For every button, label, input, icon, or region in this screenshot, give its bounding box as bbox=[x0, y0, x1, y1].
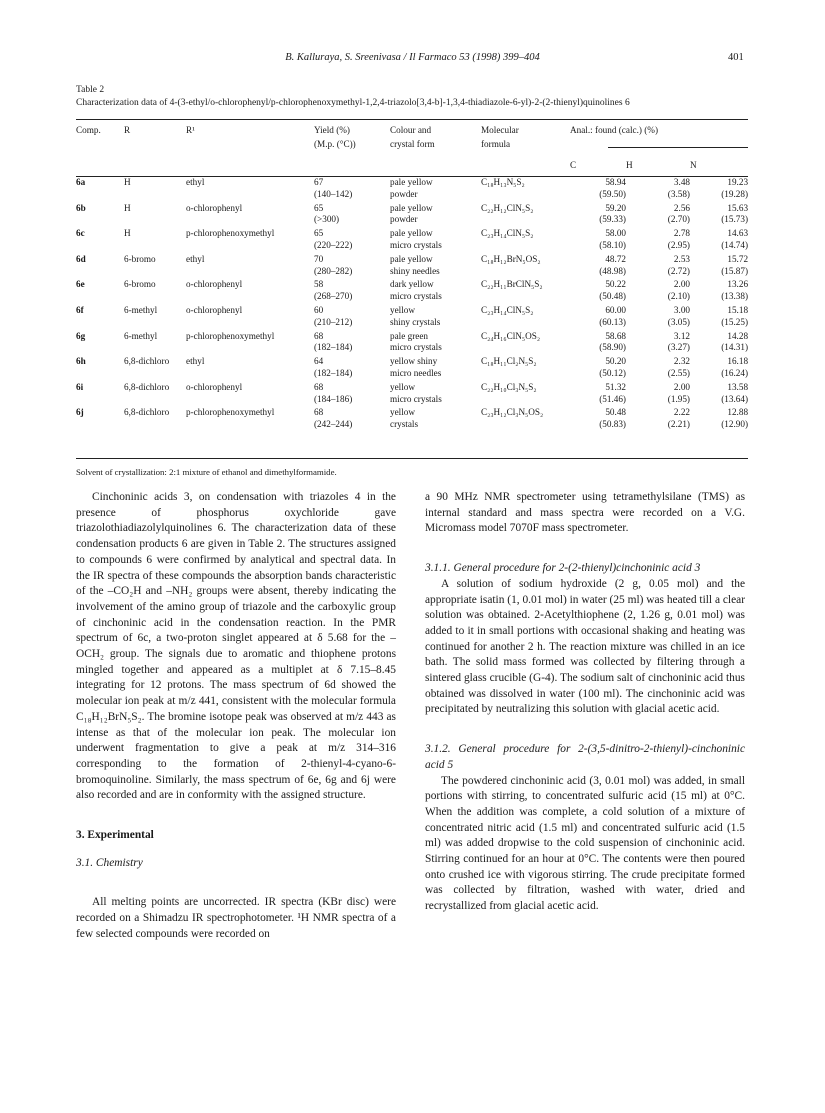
cell-r: 6-bromo bbox=[124, 253, 156, 264]
col-c: C bbox=[570, 160, 577, 170]
table-footnote: Solvent of crystallization: 2:1 mixture of ethanol and dimethylformamide. bbox=[76, 467, 337, 477]
cell-n-calc: (16.24) bbox=[721, 367, 749, 378]
col-n: N bbox=[690, 160, 697, 170]
cell-empty bbox=[76, 266, 124, 278]
cell-n-found: 14.28 bbox=[727, 330, 749, 341]
cell-c-calc: (50.12) bbox=[599, 367, 626, 378]
cell-h-calc: (2.21) bbox=[667, 419, 690, 430]
table-row bbox=[76, 226, 748, 240]
cell-c-calc: (59.50) bbox=[599, 188, 626, 199]
subsection-heading: 3.1. Chemistry bbox=[76, 856, 143, 869]
cell-r: 6-bromo bbox=[124, 279, 156, 290]
cell-empty bbox=[124, 317, 186, 329]
cell-comp: 6c bbox=[76, 228, 85, 239]
cell-r1: p-chlorophenoxymethyl bbox=[186, 228, 275, 239]
cell-formula: C₂₂H₁₁BrClN₅S₂ bbox=[481, 279, 543, 290]
cell-r1: o-chlorophenyl bbox=[186, 381, 243, 392]
cell-r: 6,8-dichloro bbox=[124, 407, 170, 418]
table-label: Table 2 bbox=[76, 85, 105, 95]
cell-comp: 6a bbox=[76, 177, 86, 187]
cell-h-found: 2.00 bbox=[673, 381, 690, 392]
left-column bbox=[76, 490, 396, 943]
cell-yield: 67 bbox=[314, 177, 324, 187]
cell-empty bbox=[481, 419, 570, 431]
cell-n-calc: (14.31) bbox=[721, 342, 749, 353]
cell-h-calc: (1.95) bbox=[667, 393, 690, 404]
cell-crystal-form: shiny needles bbox=[390, 265, 440, 276]
cell-formula: C₁₈H₁₁Cl₂N₅S₂ bbox=[481, 356, 537, 367]
procedure-2-text: The powdered cinchoninic acid (3, 0.01 mol) was added, in small portions with stirring, to concentrated sulfuric acid (15 ml) at 0°C. When the addition was complete, a cold solution of a mixture of concentrated nitric acid (1.5 ml) and concentrated sulfuric acid (1.5 ml) was added dropwise to the cold suspension of cinchoninic acid. Stirring continued for an hour at 0°C. The contents were then poured onto crushed ice with vigorous stirring. The crude precipitate formed was collected by filtration, washed with water, dried and recrystallized from glacial acetic acid. bbox=[425, 774, 745, 913]
cell-r1: ethyl bbox=[186, 356, 205, 367]
characterization-table bbox=[76, 125, 748, 431]
cell-h-found: 2.32 bbox=[673, 356, 690, 367]
cell-empty bbox=[124, 266, 186, 278]
cell-empty bbox=[124, 214, 186, 226]
cell-colour: pale yellow bbox=[390, 253, 433, 264]
col-comp: Comp. bbox=[76, 125, 101, 135]
table-row bbox=[76, 175, 748, 189]
col-molecular: Molecular bbox=[481, 125, 519, 135]
cell-crystal-form: micro crystals bbox=[390, 393, 442, 404]
section-heading: 3. Experimental bbox=[76, 829, 154, 842]
col-yield: Yield (%) bbox=[314, 125, 350, 135]
cell-empty bbox=[186, 342, 314, 354]
table-row-continued bbox=[76, 266, 748, 278]
cell-h-found: 2.78 bbox=[673, 228, 690, 239]
cell-c-found: 50.20 bbox=[605, 356, 626, 367]
cell-r1: ethyl bbox=[186, 177, 205, 187]
paragraph-results: Cinchoninic acids 3, on condensation with triazoles 4 in the presence of phosphorus oxychloride gave triazolothiadiazolylquinolines 6. The characterization data of these condensation products 6 are given in Table 2. The structures assigned to compounds 6 were confirmed by analytical and spectral data. In the IR spectra of these compounds the absorption bands characteristic of the –CO₂H and –NH₂ groups were absent, thereby indicating the involvement of the amino group of triazole and the carboxylic group of cinchoninic acid in the condensation reaction. In the PMR spectrum of 6c, a two-proton singlet appeared at δ 5.68 for the –OCH₂ group. The signals due to aromatic and thiophene protons mingled together and appeared as a multiplet at δ 7.15–8.45 integrating for 12 protons. The mass spectrum of 6d showed the molecular ion peak at m/z 441, consistent with the molecular formula C₁₈H₁₂BrN₅S₂. The bromine isotope peak was observed at m/z 443 as intense as that of the molecular ion peak. The molecular ion underwent fragmentation to give a peak at m/z 314–316 corresponding to the formation of 2-thienyl-4-cyano-6-bromoquinoline. Similarly, the mass spectrum of 6e, 6g and 6j were also recorded and are in conformity with the assigned structure. bbox=[76, 491, 396, 802]
cell-h-found: 2.22 bbox=[673, 407, 690, 418]
cell-c-found: 51.32 bbox=[605, 381, 626, 392]
cell-colour: dark yellow bbox=[390, 279, 434, 290]
cell-c-found: 58.68 bbox=[605, 330, 626, 341]
cell-empty bbox=[481, 189, 570, 201]
cell-n-found: 13.26 bbox=[727, 279, 749, 290]
col-r1: R¹ bbox=[186, 125, 195, 135]
cell-c-found: 59.20 bbox=[605, 202, 626, 213]
cell-colour: pale yellow bbox=[390, 177, 433, 187]
cell-empty bbox=[76, 368, 124, 380]
cell-empty bbox=[124, 240, 186, 252]
right-column bbox=[425, 490, 745, 915]
cell-h-found: 2.53 bbox=[673, 253, 690, 264]
col-colour: Colour and bbox=[390, 125, 432, 135]
cell-yield: 58 bbox=[314, 279, 324, 290]
cell-c-found: 58.94 bbox=[605, 177, 626, 187]
cell-c-found: 50.48 bbox=[605, 407, 626, 418]
cell-n-found: 16.18 bbox=[727, 356, 749, 367]
cell-n-found: 13.58 bbox=[727, 381, 749, 392]
cell-comp: 6j bbox=[76, 407, 84, 418]
cell-mp: (182–184) bbox=[314, 342, 353, 353]
cell-r1: o-chlorophenyl bbox=[186, 279, 243, 290]
cell-empty bbox=[76, 394, 124, 406]
table-header bbox=[76, 125, 748, 175]
cell-empty bbox=[124, 342, 186, 354]
table-row bbox=[76, 329, 748, 343]
cell-comp: 6e bbox=[76, 279, 85, 290]
cell-c-calc: (48.98) bbox=[599, 265, 626, 276]
cell-empty bbox=[481, 214, 570, 226]
cell-comp: 6d bbox=[76, 253, 86, 264]
cell-n-found: 12.88 bbox=[727, 407, 749, 418]
cell-r: H bbox=[124, 177, 131, 187]
cell-c-calc: (51.46) bbox=[599, 393, 626, 404]
cell-colour: yellow bbox=[390, 381, 416, 392]
col-r: R bbox=[124, 125, 131, 135]
table-top-rule bbox=[76, 119, 748, 120]
cell-empty bbox=[186, 214, 314, 226]
cell-c-found: 50.22 bbox=[605, 279, 626, 290]
table-row bbox=[76, 380, 748, 394]
table-bottom-rule bbox=[76, 458, 748, 459]
cell-h-found: 3.48 bbox=[673, 177, 690, 187]
cell-colour: yellow shiny bbox=[390, 356, 438, 367]
cell-c-found: 48.72 bbox=[605, 253, 626, 264]
table-row bbox=[76, 303, 748, 317]
cell-mp: (242–244) bbox=[314, 419, 353, 430]
cell-crystal-form: micro crystals bbox=[390, 239, 442, 250]
cell-n-calc: (14.74) bbox=[721, 239, 749, 250]
cell-empty bbox=[124, 189, 186, 201]
table-row-continued bbox=[76, 291, 748, 303]
cell-yield: 65 bbox=[314, 228, 324, 239]
cell-h-calc: (3.05) bbox=[667, 316, 690, 327]
cell-crystal-form: powder bbox=[390, 214, 418, 225]
cell-empty bbox=[186, 266, 314, 278]
cell-empty bbox=[186, 394, 314, 406]
cell-c-calc: (58.10) bbox=[599, 239, 626, 250]
cell-c-calc: (50.83) bbox=[599, 419, 626, 430]
cell-crystal-form: micro needles bbox=[390, 367, 442, 378]
cell-yield: 60 bbox=[314, 304, 324, 315]
cell-mp: (280–282) bbox=[314, 265, 353, 276]
table-row bbox=[76, 405, 748, 419]
paragraph-instruments-cont: a 90 MHz NMR spectrometer using tetramethylsilane (TMS) as internal standard and mass spectra were recorded on a V.G. Micromass model 7070F mass spectrometer. bbox=[425, 491, 745, 535]
cell-empty bbox=[186, 368, 314, 380]
cell-h-calc: (2.55) bbox=[667, 367, 690, 378]
cell-comp: 6i bbox=[76, 381, 84, 392]
cell-n-calc: (15.25) bbox=[721, 316, 749, 327]
cell-h-calc: (2.70) bbox=[667, 214, 690, 225]
cell-comp: 6f bbox=[76, 304, 84, 315]
cell-yield: 68 bbox=[314, 330, 324, 341]
cell-empty bbox=[481, 394, 570, 406]
cell-empty bbox=[124, 291, 186, 303]
cell-comp: 6h bbox=[76, 356, 86, 367]
cell-h-calc: (3.58) bbox=[667, 188, 690, 199]
col-h: H bbox=[626, 160, 633, 170]
cell-n-calc: (13.38) bbox=[721, 291, 749, 302]
table-row-continued bbox=[76, 214, 748, 226]
table-row bbox=[76, 354, 748, 368]
cell-formula: C₂₃H₁₄ClN₅S₂ bbox=[481, 228, 534, 239]
cell-formula: C₂₂H₁₀Cl₃N₅S₂ bbox=[481, 381, 537, 392]
cell-empty bbox=[76, 317, 124, 329]
cell-h-found: 2.00 bbox=[673, 279, 690, 290]
cell-yield: 70 bbox=[314, 253, 324, 264]
cell-mp: (184–186) bbox=[314, 393, 353, 404]
cell-n-found: 15.63 bbox=[727, 202, 749, 213]
cell-h-found: 2.56 bbox=[673, 202, 690, 213]
cell-empty bbox=[76, 419, 124, 431]
cell-crystal-form: crystals bbox=[390, 419, 419, 430]
table-caption: Characterization data of 4-(3-ethyl/o-chlorophenyl/p-chlorophenoxymethyl-1,2,4-triazolo[3,4-b]-1,3,4-thiadiazole-6-yl)-2-(2-thienyl)quinolines 6 bbox=[76, 98, 630, 108]
cell-r: H bbox=[124, 228, 131, 239]
cell-c-found: 58.00 bbox=[605, 228, 626, 239]
cell-empty bbox=[76, 240, 124, 252]
cell-yield: 68 bbox=[314, 381, 324, 392]
cell-n-found: 14.63 bbox=[727, 228, 749, 239]
cell-empty bbox=[124, 419, 186, 431]
col-crystal-form: crystal form bbox=[390, 139, 435, 149]
table-body bbox=[76, 175, 748, 431]
cell-c-found: 60.00 bbox=[605, 304, 626, 315]
cell-h-found: 3.00 bbox=[673, 304, 690, 315]
table-row-continued bbox=[76, 342, 748, 354]
col-analysis: Anal.: found (calc.) (%) bbox=[570, 125, 659, 135]
cell-formula: C₂₃H₁₄ClN₅S₂ bbox=[481, 304, 534, 315]
cell-empty bbox=[76, 342, 124, 354]
cell-r: 6-methyl bbox=[124, 330, 158, 341]
cell-mp: (220–222) bbox=[314, 239, 353, 250]
cell-empty bbox=[481, 368, 570, 380]
cell-r1: p-chlorophenoxymethyl bbox=[186, 407, 275, 418]
cell-colour: pale green bbox=[390, 330, 429, 341]
cell-r1: p-chlorophenoxymethyl bbox=[186, 330, 275, 341]
cell-mp: (182–184) bbox=[314, 367, 353, 378]
cell-empty bbox=[481, 266, 570, 278]
cell-n-calc: (12.90) bbox=[721, 419, 749, 430]
cell-h-calc: (2.95) bbox=[667, 239, 690, 250]
cell-colour: yellow bbox=[390, 407, 416, 418]
cell-empty bbox=[186, 240, 314, 252]
cell-empty bbox=[76, 189, 124, 201]
cell-mp: (268–270) bbox=[314, 291, 353, 302]
cell-empty bbox=[76, 291, 124, 303]
cell-colour: pale yellow bbox=[390, 202, 433, 213]
page-number: 401 bbox=[728, 52, 744, 63]
cell-empty bbox=[481, 342, 570, 354]
cell-h-calc: (3.27) bbox=[667, 342, 690, 353]
cell-comp: 6b bbox=[76, 202, 86, 213]
cell-crystal-form: powder bbox=[390, 188, 418, 199]
cell-r: 6,8-dichloro bbox=[124, 381, 170, 392]
cell-empty bbox=[186, 419, 314, 431]
table-row bbox=[76, 252, 748, 266]
cell-formula: C₁₈H₁₂BrN₅OS₂ bbox=[481, 253, 541, 264]
cell-h-found: 3.12 bbox=[673, 330, 690, 341]
table-row-continued bbox=[76, 240, 748, 252]
procedure-1-text: A solution of sodium hydroxide (2 g, 0.05 mol) and the appropriate isatin (1, 0.01 mol) in water (25 ml) was heated till a clear solution was obtained. 2-Acetylthiophene (2, 1.26 g, 0.01 mol) was added to it in small portions with occasional shaking and heating was continued for another 2 h. The reaction mixture was chilled in an ice bath. The solid mass formed was collected by filtering through a sintered glass crucible (G-4). The sodium salt of cinchoninic acid thus obtained was dissolved in water (100 ml). The cinchoninic acid was precipitated by neutralizing this solution with glacial acetic acid. bbox=[425, 577, 745, 716]
cell-r1: o-chlorophenyl bbox=[186, 202, 243, 213]
col-formula: formula bbox=[481, 139, 511, 149]
cell-mp: (210–212) bbox=[314, 316, 353, 327]
cell-comp: 6g bbox=[76, 330, 86, 341]
cell-yield: 68 bbox=[314, 407, 324, 418]
table-row-continued bbox=[76, 317, 748, 329]
table-row-continued bbox=[76, 189, 748, 201]
cell-r1: o-chlorophenyl bbox=[186, 304, 243, 315]
cell-n-found: 15.18 bbox=[727, 304, 749, 315]
cell-r: 6,8-dichloro bbox=[124, 356, 170, 367]
table-row bbox=[76, 277, 748, 291]
cell-h-calc: (2.72) bbox=[667, 265, 690, 276]
table-row-continued bbox=[76, 368, 748, 380]
cell-r1: ethyl bbox=[186, 253, 205, 264]
cell-c-calc: (58.90) bbox=[599, 342, 626, 353]
cell-formula: C₂₂H₁₂ClN₅S₂ bbox=[481, 202, 534, 213]
cell-empty bbox=[481, 240, 570, 252]
cell-yield: 64 bbox=[314, 356, 324, 367]
cell-empty bbox=[481, 317, 570, 329]
cell-c-calc: (60.13) bbox=[599, 316, 626, 327]
procedure-2-heading: 3.1.2. General procedure for 2-(3,5-dinitro-2-thienyl)-cinchoninic acid 5 bbox=[425, 743, 745, 771]
cell-mp: (140–142) bbox=[314, 188, 353, 199]
cell-n-calc: (19.28) bbox=[721, 188, 749, 199]
cell-crystal-form: micro crystals bbox=[390, 291, 442, 302]
table-row bbox=[76, 201, 748, 215]
cell-empty bbox=[186, 291, 314, 303]
cell-formula: C₁₈H₁₃N₅S₂ bbox=[481, 177, 525, 187]
cell-n-found: 15.72 bbox=[727, 253, 749, 264]
running-title: B. Kalluraya, S. Sreenivasa / Il Farmaco 53 (1998) 399–404 bbox=[285, 52, 540, 63]
cell-empty bbox=[481, 291, 570, 303]
table-row-continued bbox=[76, 419, 748, 431]
cell-c-calc: (50.48) bbox=[599, 291, 626, 302]
cell-crystal-form: micro crystals bbox=[390, 342, 442, 353]
cell-h-calc: (2.10) bbox=[667, 291, 690, 302]
cell-yield: 65 bbox=[314, 202, 324, 213]
cell-colour: pale yellow bbox=[390, 228, 433, 239]
cell-c-calc: (59.33) bbox=[599, 214, 626, 225]
cell-empty bbox=[124, 368, 186, 380]
cell-crystal-form: shiny crystals bbox=[390, 316, 441, 327]
col-mp: (M.p. (°C)) bbox=[314, 139, 356, 149]
cell-n-found: 19.23 bbox=[727, 177, 749, 187]
cell-r: 6-methyl bbox=[124, 304, 158, 315]
cell-n-calc: (13.64) bbox=[721, 393, 749, 404]
paragraph-instruments: All melting points are uncorrected. IR spectra (KBr disc) were recorded on a Shimadzu IR spectrophotometer. ¹H NMR spectra of a few selected compounds were recorded on bbox=[76, 896, 396, 940]
cell-formula: C₂₄H₁₆ClN₅OS₂ bbox=[481, 330, 541, 341]
cell-empty bbox=[186, 317, 314, 329]
cell-colour: yellow bbox=[390, 304, 416, 315]
cell-r: H bbox=[124, 202, 131, 213]
cell-n-calc: (15.73) bbox=[721, 214, 749, 225]
cell-empty bbox=[186, 189, 314, 201]
cell-empty bbox=[76, 214, 124, 226]
cell-empty bbox=[124, 394, 186, 406]
table-row-continued bbox=[76, 394, 748, 406]
cell-mp: (>300) bbox=[314, 214, 340, 225]
cell-n-calc: (15.87) bbox=[721, 265, 749, 276]
procedure-1-heading: 3.1.1. General procedure for 2-(2-thienyl)cinchoninic acid 3 bbox=[425, 562, 701, 575]
cell-formula: C₂₃H₁₂Cl₃N₅OS₂ bbox=[481, 407, 544, 418]
